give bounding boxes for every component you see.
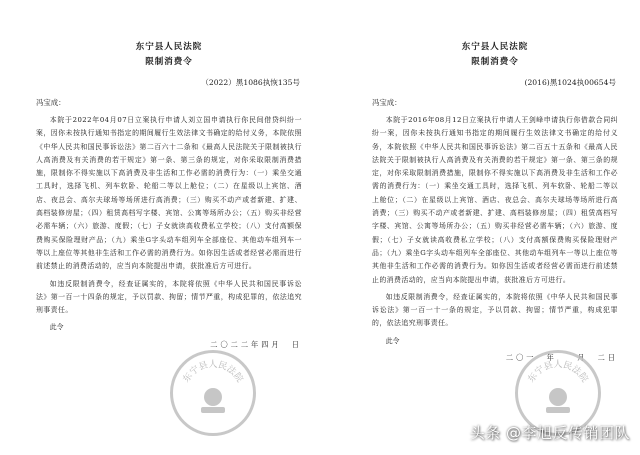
seal-text: 东宁县人民法院 [181,360,245,385]
document-date: 二〇二二年四月 日 [210,339,302,349]
document-date: 二〇一 年 月 二日 [505,353,618,363]
document-number: （2022）黑1086执恢135号 [201,78,300,87]
body-paragraph: 如违反限制消费令，经查证属实的，本院将依照《中华人民共和国民事诉讼法》第一百一十四条的规定，予以罚款、拘留；情节严重，构成犯罪的，依法追究刑事责任。 [36,279,302,315]
closing: 此令 [49,323,64,332]
source-watermark: 头条 @李旭反传销团队 [469,424,630,442]
court-name: 东宁县人民法院 [135,42,203,52]
body-paragraph: 本院于2016年08月12日立案执行申请人王剑峰申请执行你借款合同纠纷一案，因你未按执行通知书指定的期间履行生效法律文书确定的给付义务，本院依照《中华人民共和国民事诉讼法》第二百五十五条和《最高人民法院关于限制被执行人高消费及有关消费的若干规定》第一条、第三条的规定，对你采取限制消费措施，限制你不得实施以下高消费及非生活和工作必需的消费行为：（一）乘坐交通工具时，选择飞机、列车软卧、轮船二等以上舱位；（二）在星级以上宾馆、酒店、夜总会、高尔夫球场等场所进行高消费；（三）购买不动产或者新建、扩建、高档装修房屋；（四）租赁高档写字楼、宾馆、公寓等场所办公；（五）购买非经营必需车辆；（六）旅游、度假；（七）子女就读高收费私立学校；（八）支付高额保费购买保险理财产品；（九）乘坐G字头动车组列车全部座位、其他动车组列车一等以上座位等其他非生活和工作必需的消费行为。如你因生活或者经营必需而进行前述禁止的消费活动的，应当向本院提出申请，获批准后方可进行。 [372,116,618,284]
court-seal-icon [170,350,256,436]
seal-text: 东宁县人民法院 [526,360,590,385]
closing: 此令 [385,336,400,345]
body-paragraph: 本院于2022年04月07日立案执行申请人刘立国申请执行你民间借贷纠纷一案，因你未按执行通知书指定的期间履行生效法律文书确定的给付义务，本院依照《中华人民共和国民事诉讼法》第二百六十二条和《最高人民法院关于限制被执行人高消费及有关消费的若干规定》第一条、第三条的规定，对你采取限制消费措施，限制你不得实施以下高消费及非生活和工作必需的消费行为：（一）乘坐交通工具时，选择飞机、列车软卧、轮船二等以上舱位；（二）在星级以上宾馆、酒店、夜总会、高尔夫球场等场所进行高消费；（三）购买不动产或者新建、扩建、高档装修房屋；（四）租赁高档写字楼、宾馆、公寓等场所办公；（五）购买非经营必需车辆；（六）旅游、度假；（七）子女就读高收费私立学校；（八）支付高额保费购买保险理财产品；（九）乘坐G字头动车组列车全部座位、其他动车组列车一等以上座位等其他非生活和工作必需的消费行为。如你因生活或者经营必需而进行前述禁止的消费活动的，应当向本院提出申请，获批准后方可进行。 [36,116,302,271]
addressee: 冯宝成： [36,98,66,107]
document-number: (2016)黑1024执00654号 [524,78,616,87]
document-title: 限制消费令 [471,57,519,67]
addressee: 冯宝成： [372,98,402,107]
document-title: 限制消费令 [145,57,193,67]
court-name: 东宁县人民法院 [461,42,529,52]
body-paragraph: 如违反限制消费令，经查证属实的，本院将依照《中华人民共和国民事诉讼法》第一百一十一条的规定，予以罚款、拘留；情节严重，构成犯罪的，依法追究刑事责任。 [372,292,618,328]
